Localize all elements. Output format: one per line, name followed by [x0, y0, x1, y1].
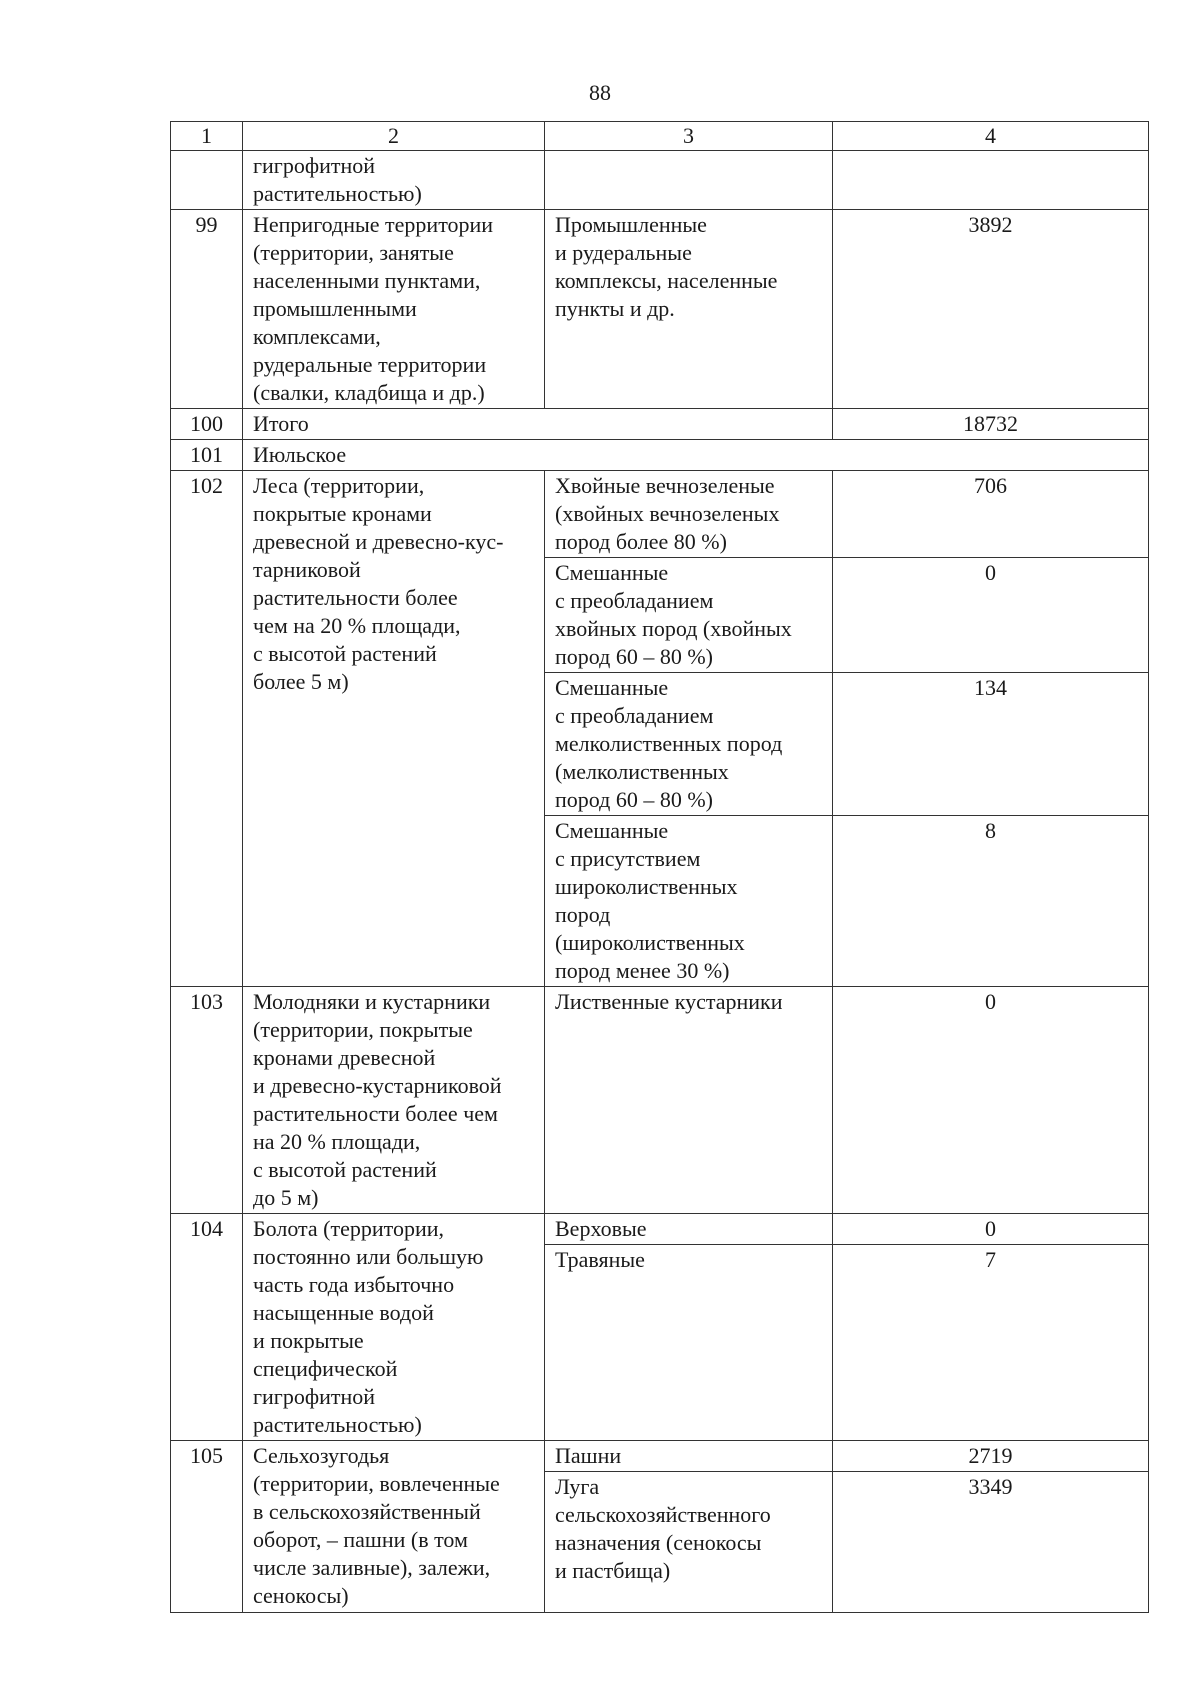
- cell-line: растительностью): [253, 181, 422, 206]
- cell-line: пород более 80 %): [555, 529, 727, 554]
- subtype-cell: [545, 210, 833, 409]
- subtype-cell: [545, 1245, 833, 1441]
- cell-line: Молодняки и кустарники: [253, 989, 491, 1014]
- subtype-cell: [545, 673, 833, 816]
- header-col-3: 3: [545, 122, 833, 151]
- row-number-cell: 99: [171, 210, 243, 409]
- area-cell: 2719: [833, 1441, 1149, 1472]
- cell-line: сенокосы): [253, 1583, 349, 1608]
- table-header-row: [171, 122, 1149, 151]
- cell-line: Травяные: [555, 1247, 645, 1272]
- subtype-cell: [545, 1441, 833, 1472]
- category-cell: [243, 987, 545, 1214]
- cell-line: (территории, покрытые: [253, 1017, 473, 1042]
- cell-line: с преобладанием: [555, 703, 714, 728]
- cell-line: и покрытые: [253, 1328, 364, 1353]
- cell-line: Смешанные: [555, 818, 669, 843]
- area-cell: 3349: [833, 1472, 1149, 1613]
- cell-line: на 20 % площади,: [253, 1129, 421, 1154]
- cell-line: Смешанные: [555, 560, 669, 585]
- cell-line: в сельскохозяйственный: [253, 1499, 481, 1524]
- cell-line: Смешанные: [555, 675, 669, 700]
- total-label-cell: Итого: [243, 409, 833, 440]
- cell-line: назначения (сенокосы: [555, 1530, 762, 1555]
- category-cell: [243, 1214, 545, 1441]
- cell-line: рудеральные территории: [253, 352, 487, 377]
- cell-line: Болота (территории,: [253, 1216, 445, 1241]
- area-cell: 8: [833, 816, 1149, 987]
- cell-line: Верховые: [555, 1216, 647, 1241]
- table-row: [171, 987, 1149, 1214]
- cell-line: постоянно или большую: [253, 1244, 484, 1269]
- cell-line: с присутствием: [555, 846, 701, 871]
- header-col-2: 2: [243, 122, 545, 151]
- category-cell: [243, 1441, 545, 1613]
- area-cell: 7: [833, 1245, 1149, 1441]
- table-row: [171, 1214, 1149, 1245]
- land-cover-table: [170, 121, 1149, 1613]
- cell-line: часть года избыточно: [253, 1272, 455, 1297]
- cell-line: Пашни: [555, 1443, 622, 1468]
- cell-line: чем на 20 % площади,: [253, 613, 461, 638]
- area-cell: 706: [833, 471, 1149, 558]
- cell-line: и рудеральные: [555, 240, 692, 265]
- cell-line: тарниковой: [253, 557, 361, 582]
- cell-line: хвойных пород (хвойных: [555, 616, 792, 641]
- cell-line: с высотой растений: [253, 641, 437, 666]
- cell-line: Лиственные кустарники: [555, 989, 783, 1014]
- cell-line: растительности более чем: [253, 1101, 498, 1126]
- subtype-cell: [545, 471, 833, 558]
- cell-line: числе заливные), залежи,: [253, 1555, 491, 1580]
- cell-line: (свалки, кладбища и др.): [253, 380, 485, 405]
- cell-line: пород менее 30 %): [555, 958, 730, 983]
- page-number: 88: [589, 80, 611, 105]
- cell-line: до 5 м): [253, 1185, 319, 1210]
- cell-line: с преобладанием: [555, 588, 714, 613]
- subtype-cell: [545, 987, 833, 1214]
- table-row: [171, 471, 1149, 558]
- row-number-cell: 101: [171, 440, 243, 471]
- cell-line: покрытые кронами: [253, 501, 432, 526]
- table-row: [171, 409, 1149, 440]
- category-cell: [243, 471, 545, 987]
- cell-line: кронами древесной: [253, 1045, 436, 1070]
- cell-line: гигрофитной: [253, 153, 376, 178]
- cell-line: гигрофитной: [253, 1384, 376, 1409]
- subtype-cell: [545, 151, 833, 210]
- cell-line: промышленными: [253, 296, 417, 321]
- header-col-1: 1: [171, 122, 243, 151]
- cell-line: растительностью): [253, 1412, 422, 1437]
- cell-line: Луга: [555, 1474, 600, 1499]
- area-cell: 0: [833, 1214, 1149, 1245]
- cell-line: населенными пунктами,: [253, 268, 481, 293]
- cell-line: пород 60 – 80 %): [555, 644, 713, 669]
- cell-line: оборот, – пашни (в том: [253, 1527, 468, 1552]
- category-cell: [243, 210, 545, 409]
- subtype-cell: [545, 1214, 833, 1245]
- cell-line: древесной и древесно-кус-: [253, 529, 504, 554]
- cell-line: растительности более: [253, 585, 458, 610]
- area-cell: 0: [833, 558, 1149, 673]
- row-number-cell: 103: [171, 987, 243, 1214]
- area-cell: 3892: [833, 210, 1149, 409]
- cell-line: сельскохозяйственного: [555, 1502, 771, 1527]
- row-number-cell: [171, 151, 243, 210]
- table-row: [171, 151, 1149, 210]
- category-cell: [243, 151, 545, 210]
- cell-line: комплексы, населенные: [555, 268, 778, 293]
- cell-line: специфической: [253, 1356, 398, 1381]
- header-col-4: 4: [833, 122, 1149, 151]
- area-cell: 134: [833, 673, 1149, 816]
- total-value-cell: 18732: [833, 409, 1149, 440]
- section-title-cell: Июльское: [243, 440, 1149, 471]
- cell-line: комплексами,: [253, 324, 381, 349]
- cell-line: (мелколиственных: [555, 759, 729, 784]
- cell-line: Хвойные вечнозеленые: [555, 473, 775, 498]
- cell-line: Промышленные: [555, 212, 707, 237]
- table-row: [171, 210, 1149, 409]
- row-number-cell: 104: [171, 1214, 243, 1441]
- cell-line: Леса (территории,: [253, 473, 425, 498]
- cell-line: (хвойных вечнозеленых: [555, 501, 780, 526]
- cell-line: и древесно-кустарниковой: [253, 1073, 502, 1098]
- cell-line: с высотой растений: [253, 1157, 437, 1182]
- table-row: [171, 1441, 1149, 1472]
- subtype-cell: [545, 816, 833, 987]
- subtype-cell: [545, 558, 833, 673]
- area-cell: 0: [833, 987, 1149, 1214]
- cell-line: (территории, вовлеченные: [253, 1471, 500, 1496]
- cell-line: пункты и др.: [555, 296, 675, 321]
- row-number-cell: 102: [171, 471, 243, 987]
- table-row: [171, 440, 1149, 471]
- cell-line: Сельхозугодья: [253, 1443, 390, 1468]
- area-cell: [833, 151, 1149, 210]
- cell-line: пород: [555, 902, 611, 927]
- cell-line: Непригодные территории: [253, 212, 494, 237]
- row-number-cell: 105: [171, 1441, 243, 1613]
- row-number-cell: 100: [171, 409, 243, 440]
- cell-line: более 5 м): [253, 669, 349, 694]
- cell-line: насыщенные водой: [253, 1300, 434, 1325]
- cell-line: и пастбища): [555, 1558, 671, 1583]
- cell-line: мелколиственных пород: [555, 731, 783, 756]
- cell-line: широколиственных: [555, 874, 738, 899]
- cell-line: пород 60 – 80 %): [555, 787, 713, 812]
- subtype-cell: [545, 1472, 833, 1613]
- cell-line: (широколиственных: [555, 930, 745, 955]
- cell-line: (территории, занятые: [253, 240, 454, 265]
